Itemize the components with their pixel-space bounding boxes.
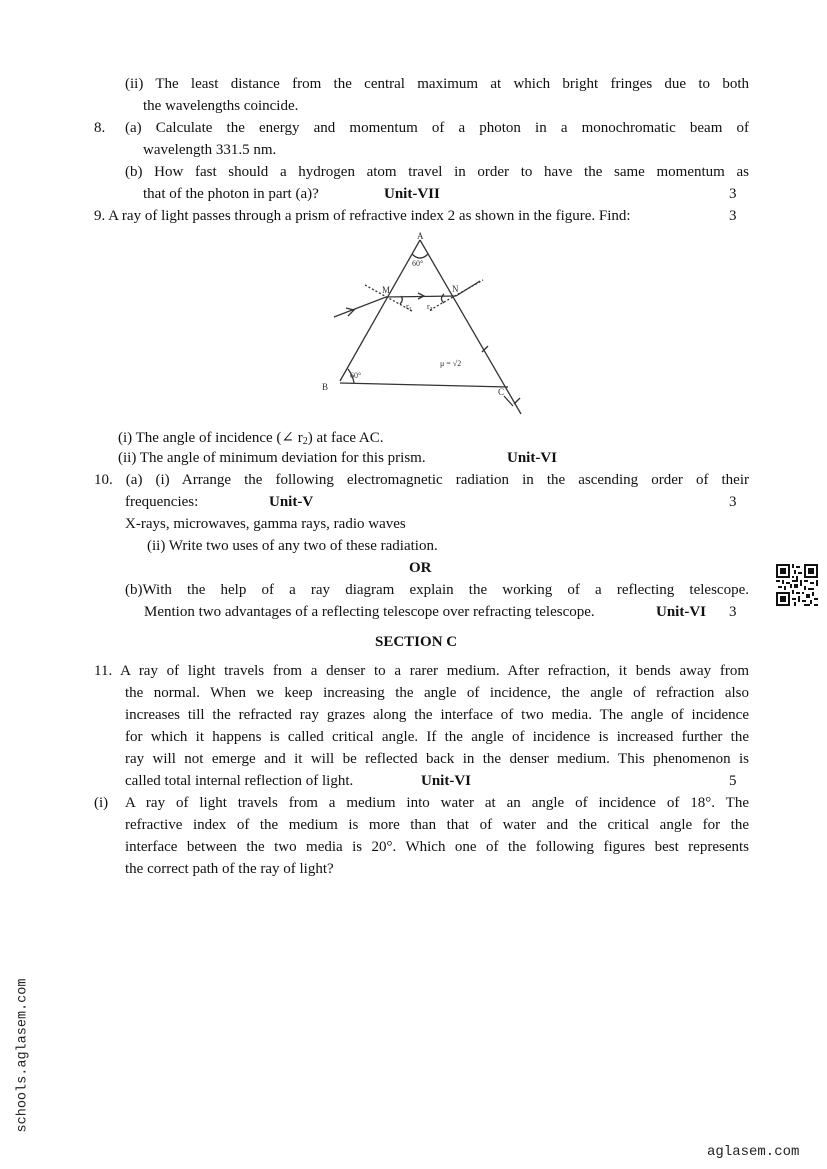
q11-line-2: the normal. When we keep increasing the angle of incidence, the angle of refraction also (125, 685, 749, 701)
q10-b-line1: (b)With the help of a ray diagram explain the working of a reflecting telescope. (125, 582, 749, 598)
q11-line-4: for which it happens is called critical angle. If the angle of incidence is increased further the (125, 729, 749, 745)
r2-label: $r_2$ (427, 302, 433, 313)
q11-unit: Unit-VI (421, 773, 472, 789)
q10-list: X-rays, microwaves, gamma rays, radio waves (125, 516, 406, 532)
q10-marks-b: 3 (729, 604, 737, 620)
q11-part-i-line-2: refractive index of the medium is more than that of water and the critical angle for the (125, 817, 749, 833)
angle-bottom-label: 60° (350, 371, 362, 380)
q10-part-ii: (ii) Write two uses of any two of these radiation. (147, 538, 438, 554)
prism-figure (318, 228, 538, 420)
q7-part-ii-line1: (ii) The least distance from the central maximum at which bright fringes due to both (125, 76, 749, 92)
q8-part-a-line1: (a) Calculate the energy and momentum of a photon in a monochromatic beam of (125, 120, 749, 136)
q8-part-b-line2: that of the photon in part (a)? (143, 186, 319, 202)
q8-part-b-line1: (b) How fast should a hydrogen atom travel in order to have the same momentum as (125, 164, 749, 180)
r1-label: $r_1$ (406, 302, 412, 313)
q10-line1: 10. (a) (i) Arrange the following electromagnetic radiation in the ascending order of their (94, 472, 749, 488)
tick-c (514, 398, 520, 404)
footer-watermark: aglasem.com (707, 1144, 800, 1160)
angle-top-label: 60° (412, 259, 424, 268)
angle-arc-r2 (442, 294, 445, 303)
side-watermark: schools.aglasem.com (15, 978, 31, 1133)
q9-unit: Unit-VI (507, 450, 558, 466)
q11-part-i-line-4: the correct path of the ray of light? (125, 861, 334, 877)
q10-b-line2: Mention two advantages of a reflecting telescope over refracting telescope. (144, 604, 595, 620)
q10-unit-b: Unit-VI (656, 604, 707, 620)
q11-marks: 5 (729, 773, 737, 789)
q8-part-a-line2: wavelength 331.5 nm. (143, 142, 277, 158)
mu-label: μ = √2 (440, 359, 462, 368)
q9-marks: 3 (729, 208, 737, 224)
label-a: A (417, 231, 424, 241)
q8-unit: Unit-VII (384, 186, 440, 202)
q10-line2: frequencies: (125, 494, 199, 510)
q11-part-i-line-1: A ray of light travels from a medium into water at an angle of incidence of 18°. The (125, 795, 749, 811)
q9-part-i: (i) The angle of incidence (∠ $r_2$) at face AC. (118, 430, 384, 447)
q11-line-5: ray will not emerge and it will be reflected back in the denser medium. This phenomenon is (125, 751, 749, 767)
prism-base-bc (340, 383, 508, 387)
qr-code (776, 564, 818, 606)
q8-number: 8. (94, 120, 106, 136)
label-n: N (452, 284, 459, 294)
side-watermark-container (0, 968, 31, 1158)
q11-part-i-line-3: interface between the two media is 20°. Which one of the following figures best represents (125, 839, 749, 855)
q7-part-ii-line2: the wavelengths coincide. (143, 98, 299, 114)
q8-marks: 3 (729, 186, 737, 202)
q11-line-6: called total internal reflection of light. (125, 773, 354, 789)
prism-face-ac (420, 240, 521, 414)
section-c-heading: SECTION C (375, 634, 458, 650)
q11-part-i-number: (i) (94, 795, 109, 811)
q10-or: OR (409, 560, 432, 576)
q9-part-ii: (ii) The angle of minimum deviation for this prism. (118, 450, 426, 466)
q9-text: 9. A ray of light passes through a prism of refractive index 2 as shown in the figure. Find: (94, 208, 631, 224)
angle-arc-a (412, 254, 428, 258)
label-c: C (498, 387, 505, 397)
q10-marks: 3 (729, 494, 737, 510)
label-b: B (322, 382, 329, 392)
label-m: M (382, 285, 391, 295)
q10-unit-a: Unit-V (269, 494, 314, 510)
q11-line-1: 11. A ray of light travels from a denser to a rarer medium. After refraction, it bends away from (94, 663, 749, 679)
q11-line-3: increases till the refracted ray grazes along the interface of two media. The angle of incidence (125, 707, 749, 723)
